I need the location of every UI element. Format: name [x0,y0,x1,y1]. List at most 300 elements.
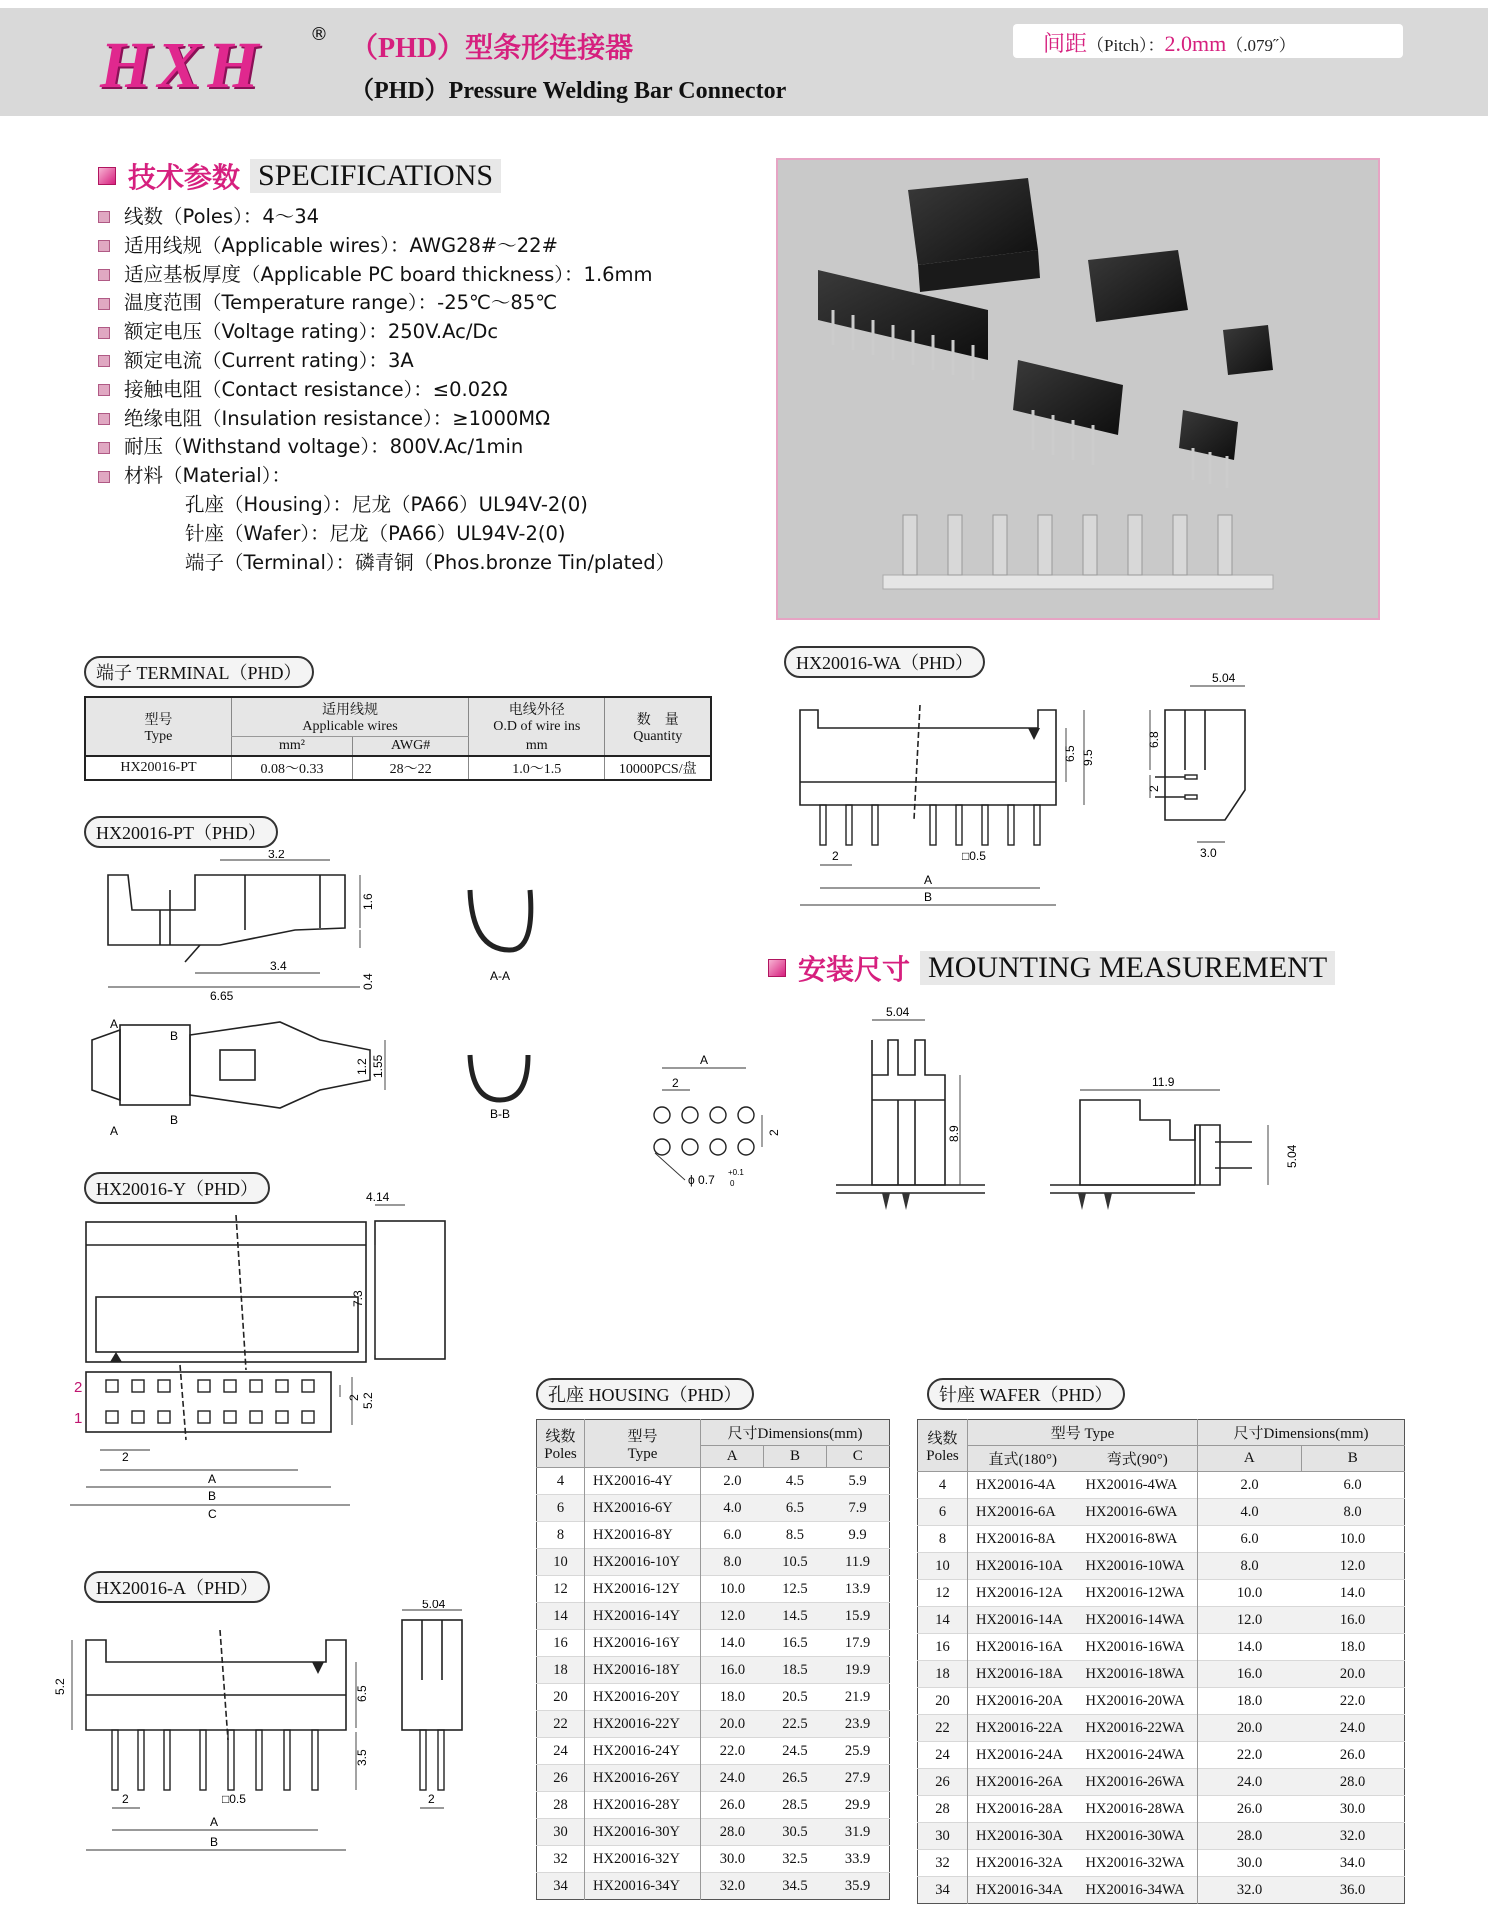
table-cell: HX20016-4A [968,1472,1078,1499]
specs-heading-cn: 技术参数 [128,161,241,194]
table-cell: 14.0 [701,1630,764,1657]
table-cell: 24.0 [1301,1715,1405,1742]
table-cell: 10 [918,1553,968,1580]
mounting-heading [768,948,1335,988]
table-cell: 9.9 [826,1522,889,1549]
mounting-heading-cn: 安装尺寸 [798,953,911,986]
section-label: A [110,1017,119,1031]
table-cell: HX20016-32A [968,1850,1078,1877]
table-cell: 6.0 [1198,1526,1302,1553]
registered-mark: ® [310,24,328,45]
specs-heading [98,156,501,196]
table-cell: 22 [537,1711,585,1738]
table-cell: 22.0 [1301,1688,1405,1715]
table-cell: 7.9 [826,1495,889,1522]
table-cell: 24 [537,1738,585,1765]
table-cell: 13.9 [826,1576,889,1603]
table-row: HX20016-PT 0.08～0.33 28～22 1.0～1.5 10000PCS/盘 [85,756,711,780]
table-cell: 14.5 [764,1603,826,1630]
table-cell: HX20016-28A [968,1796,1078,1823]
table-row [918,1742,1405,1769]
spec-list [98,203,675,577]
dim-label: 5.2 [53,1678,67,1695]
terminal-label: 端子 TERMINAL（PHD） [84,656,314,688]
dim-label: 7.3 [351,1290,365,1307]
dim-label: 2 [428,1792,435,1806]
dim-label: 9.5 [1081,749,1095,766]
table-row [918,1634,1405,1661]
table-cell: 20.5 [764,1684,826,1711]
table-cell: HX20016-32WA [1078,1850,1198,1877]
brand-logo: HXH [100,29,265,102]
wafer-col-dims: 尺寸Dimensions(mm) [1198,1420,1405,1446]
dim-label: 0 [730,1179,735,1188]
table-cell: 2.0 [701,1468,764,1495]
material-item: 孔座（Housing）：尼龙（PA66）UL94V-2(0) [185,492,588,516]
wafer-col-angle: 弯式(90°) [1078,1446,1198,1472]
dim-label: 2 [1147,785,1161,792]
dim-label: B [210,1835,219,1849]
spec-item: 耐压（Withstand voltage）：800V.Ac/1min [98,433,675,462]
bullet-square-icon [98,442,110,454]
table-cell: 22.0 [701,1738,764,1765]
terminal-col-od: 电线外径 O.D of wire ins [469,697,605,737]
table-cell: 2.0 [1198,1472,1302,1499]
table-cell: HX20016-30Y [585,1819,701,1846]
dim-label: 3.4 [270,959,287,973]
bullet-square-icon [98,211,110,223]
dim-label: 3.5 [355,1749,369,1766]
table-cell: HX20016-28WA [1078,1796,1198,1823]
product-photo-art [778,160,1378,618]
dim-label: 2 [767,1129,781,1136]
table-cell: 8.0 [1198,1553,1302,1580]
pitch-value: 2.0mm [1164,31,1227,56]
table-row [537,1846,890,1873]
table-cell: 12.0 [701,1603,764,1630]
table-cell: 26.5 [764,1765,826,1792]
terminal-sub-mm2: mm² [231,737,352,757]
dim-label: B [208,1489,217,1503]
table-cell: HX20016-6Y [585,1495,701,1522]
dim-label: 2 [832,849,839,863]
table-row [537,1684,890,1711]
specs-heading-en: SPECIFICATIONS [250,159,501,193]
table-row [537,1711,890,1738]
table-cell: 6.0 [701,1522,764,1549]
dim-label: □0.5 [962,849,986,863]
dim-label: 8.9 [947,1125,961,1142]
spec-item: 线数（Poles）：4～34 [98,203,675,232]
dim-label: 5.04 [1285,1144,1299,1168]
table-cell: 25.9 [826,1738,889,1765]
table-row [918,1796,1405,1823]
dim-label: C [208,1507,217,1521]
spec-item: 接触电阻（Contact resistance）：≤0.02Ω [98,376,675,405]
table-cell: 12.0 [1198,1607,1302,1634]
table-cell: 28 [537,1792,585,1819]
pitch-cn: 间距 [1043,32,1088,57]
bullet-square-icon [98,327,110,339]
terminal-sub-awg: AWG# [353,737,469,757]
table-row [918,1472,1405,1499]
table-cell: 32.5 [764,1846,826,1873]
table-row [918,1715,1405,1742]
dim-label: 6.5 [355,1685,369,1702]
table-row [537,1819,890,1846]
table-cell: 16.5 [764,1630,826,1657]
bullet-square-icon [98,298,110,310]
dim-label: □0.5 [222,1792,246,1806]
table-cell: HX20016-20A [968,1688,1078,1715]
table-row [537,1468,890,1495]
dim-label: 11.9 [1152,1075,1175,1089]
table-cell: 22.0 [1198,1742,1302,1769]
table-cell: 26.0 [1301,1742,1405,1769]
table-cell: 35.9 [826,1873,889,1900]
table-cell: HX20016-10A [968,1553,1078,1580]
table-cell: 20.0 [1198,1715,1302,1742]
dim-label: 6.65 [210,989,234,1003]
table-cell: 18.0 [1198,1688,1302,1715]
table-cell: 8.0 [1301,1499,1405,1526]
table-cell: 30 [537,1819,585,1846]
table-cell: 26 [918,1769,968,1796]
housing-col-poles: 线数 Poles [537,1420,585,1468]
table-cell: 32.0 [1301,1823,1405,1850]
table-cell: 20 [537,1684,585,1711]
housing-col-dims: 尺寸Dimensions(mm) [701,1420,890,1446]
table-cell: 18.0 [701,1684,764,1711]
bullet-square-icon [98,413,110,425]
table-cell: 29.9 [826,1792,889,1819]
table-cell: HX20016-16Y [585,1630,701,1657]
y-label: HX20016-Y（PHD） [84,1172,270,1204]
section-label: A [110,1124,119,1138]
table-cell: HX20016-6A [968,1499,1078,1526]
dim-label: 0.4 [361,973,375,990]
table-cell: 28.0 [701,1819,764,1846]
dim-label: A [208,1472,217,1486]
table-cell: HX20016-26A [968,1769,1078,1796]
pitch-box [1013,24,1403,58]
table-cell: HX20016-18Y [585,1657,701,1684]
table-cell: HX20016-18WA [1078,1661,1198,1688]
dim-label: 4.14 [366,1190,390,1204]
table-cell: 12 [918,1580,968,1607]
table-cell: HX20016-10WA [1078,1553,1198,1580]
table-cell: HX20016-22WA [1078,1715,1198,1742]
table-cell: 12.0 [1301,1553,1405,1580]
table-cell: 14 [537,1603,585,1630]
dim-label: 5.2 [361,1392,375,1409]
table-cell: HX20016-24A [968,1742,1078,1769]
table-cell: 12.5 [764,1576,826,1603]
spec-item: 适用线规（Applicable wires）：AWG28#～22# [98,232,675,261]
dim-label: +0.1 [728,1168,744,1177]
spec-item: 温度范围（Temperature range）：-25℃～85℃ [98,289,675,318]
spec-item: 材料（Material）： [98,462,675,491]
terminal-col-wires: 适用线规 Applicable wires [231,697,468,737]
terminal-table [84,696,712,781]
section-label: B [170,1113,179,1127]
table-cell: 26 [537,1765,585,1792]
table-row [537,1630,890,1657]
table-cell: 23.9 [826,1711,889,1738]
table-cell: 18 [537,1657,585,1684]
material-item: 端子（Terminal）：磷青铜（Phos.bronze Tin/plated） [185,550,676,574]
wafer-col-a: A [1198,1446,1302,1472]
table-cell: 27.9 [826,1765,889,1792]
dim-label: 3.0 [1200,846,1217,860]
table-cell: 6 [918,1499,968,1526]
bullet-square-icon [98,471,110,483]
table-row [537,1738,890,1765]
table-cell: 11.9 [826,1549,889,1576]
bullet-square-icon [98,240,110,252]
dim-label: 5.04 [886,1005,910,1019]
table-cell: 4.5 [764,1468,826,1495]
wafer-col-straight: 直式(180°) [968,1446,1078,1472]
table-cell: 8.0 [701,1549,764,1576]
table-cell: 20.0 [701,1711,764,1738]
material-item: 针座（Wafer）：尼龙（PA66）UL94V-2(0) [185,521,566,545]
table-cell: 24.0 [701,1765,764,1792]
table-cell: 31.9 [826,1819,889,1846]
dim-label: 1.6 [361,893,375,910]
row-label: 1 [74,1410,83,1427]
table-cell: 16 [918,1634,968,1661]
table-cell: 10 [537,1549,585,1576]
table-cell: HX20016-6WA [1078,1499,1198,1526]
table-row [918,1526,1405,1553]
table-cell: 22.5 [764,1711,826,1738]
table-cell: 4.0 [701,1495,764,1522]
table-row [918,1688,1405,1715]
table-row [537,1495,890,1522]
table-cell: 26.0 [701,1792,764,1819]
table-cell: 30 [918,1823,968,1850]
table-cell: 10.5 [764,1549,826,1576]
table-cell: 28 [918,1796,968,1823]
table-cell: 17.9 [826,1630,889,1657]
mounting-drawing [640,1000,1400,1240]
table-cell: HX20016-20WA [1078,1688,1198,1715]
table-cell: HX20016-22Y [585,1711,701,1738]
table-cell: 20 [918,1688,968,1715]
table-cell: 6.5 [764,1495,826,1522]
dim-label: 5.04 [1212,671,1236,685]
housing-col-a: A [701,1446,764,1468]
table-cell: 14 [918,1607,968,1634]
table-cell: 18.5 [764,1657,826,1684]
dim-label: 6.5 [1063,745,1077,762]
table-row [537,1873,890,1900]
dim-label: 1.55 [371,1054,385,1078]
terminal-col-qty: 数 量 Quantity [605,697,711,756]
terminal-sub-od-mm: mm [469,737,605,757]
terminal-col-type: 型号 Type [144,712,173,744]
title-english: （PHD）Pressure Welding Bar Connector [350,78,787,104]
table-cell: 12 [537,1576,585,1603]
table-cell: 16 [537,1630,585,1657]
table-cell: 16.0 [1198,1661,1302,1688]
table-cell: HX20016-8Y [585,1522,701,1549]
table-cell: HX20016-28Y [585,1792,701,1819]
table-row [918,1661,1405,1688]
table-cell: 32 [537,1846,585,1873]
housing-rows [537,1468,890,1900]
housing-col-c: C [826,1446,889,1468]
housing-col-type: 型号 Type [585,1420,701,1468]
pitch-inch: （.079˝） [1226,36,1296,55]
table-cell: 19.9 [826,1657,889,1684]
table-cell: 33.9 [826,1846,889,1873]
y-drawing [60,1185,460,1525]
dim-label: 5.04 [422,1600,446,1611]
table-cell: 10.0 [1198,1580,1302,1607]
spec-item: 额定电压（Voltage rating）：250V.Ac/Dc [98,318,675,347]
table-row [918,1823,1405,1850]
housing-label: 孔座 HOUSING（PHD） [536,1378,754,1410]
dim-label: 2 [347,1394,361,1401]
table-cell: 34 [537,1873,585,1900]
table-row [918,1553,1405,1580]
table-cell: 4.0 [1198,1499,1302,1526]
table-cell: HX20016-34A [968,1877,1078,1904]
dim-label: 6.8 [1147,731,1161,748]
table-cell: 14.0 [1301,1580,1405,1607]
mounting-heading-en: MOUNTING MEASUREMENT [920,951,1335,985]
table-cell: 10.0 [701,1576,764,1603]
table-cell: HX20016-18A [968,1661,1078,1688]
table-row [918,1499,1405,1526]
bullet-square-icon [98,384,110,396]
table-cell: HX20016-26Y [585,1765,701,1792]
spec-item: 额定电流（Current rating）：3A [98,347,675,376]
table-cell: 32.0 [1198,1877,1302,1904]
table-cell: 6 [537,1495,585,1522]
table-cell: 30.5 [764,1819,826,1846]
bullet-square-icon [98,269,110,281]
table-cell: HX20016-10Y [585,1549,701,1576]
table-row [537,1576,890,1603]
wa-label: HX20016-WA（PHD） [784,646,985,678]
pt-drawing [90,850,550,1150]
table-cell: HX20016-26WA [1078,1769,1198,1796]
table-cell: 8.5 [764,1522,826,1549]
table-row [537,1657,890,1684]
dim-label: 2 [672,1076,679,1090]
housing-col-b: B [764,1446,826,1468]
wafer-col-b: B [1301,1446,1405,1472]
table-row [537,1522,890,1549]
dim-label: 1.2 [355,1058,369,1075]
dim-label: A [210,1815,219,1829]
dim-label: A [924,873,933,887]
table-cell: 21.9 [826,1684,889,1711]
heading-square-icon [98,167,116,185]
table-cell: 32 [918,1850,968,1877]
table-cell: 18.0 [1301,1634,1405,1661]
wafer-col-type: 型号 Type [968,1420,1198,1446]
table-cell: 34 [918,1877,968,1904]
table-cell: HX20016-8WA [1078,1526,1198,1553]
table-cell: 16.0 [701,1657,764,1684]
table-row [537,1792,890,1819]
table-cell: 24 [918,1742,968,1769]
table-cell: 4 [537,1468,585,1495]
a-label: HX20016-A（PHD） [84,1571,270,1603]
table-cell: HX20016-12WA [1078,1580,1198,1607]
table-cell: HX20016-14WA [1078,1607,1198,1634]
table-cell: HX20016-4WA [1078,1472,1198,1499]
table-row [918,1769,1405,1796]
table-row [918,1877,1405,1904]
table-cell: 32.0 [701,1873,764,1900]
table-cell: 18 [918,1661,968,1688]
bullet-square-icon [98,355,110,367]
dim-label: ϕ 0.7 [688,1173,715,1187]
table-cell: 30.0 [1198,1850,1302,1877]
spec-item: 适应基板厚度（Applicable PC board thickness）：1.6mm [98,261,675,290]
table-cell: 22 [918,1715,968,1742]
table-cell: HX20016-14Y [585,1603,701,1630]
table-cell: 26.0 [1198,1796,1302,1823]
table-cell: 8 [918,1526,968,1553]
table-cell: 28.5 [764,1792,826,1819]
row-label: 2 [74,1379,83,1396]
wafer-col-poles: 线数 Poles [918,1420,968,1472]
table-row [537,1603,890,1630]
table-cell: HX20016-4Y [585,1468,701,1495]
dim-label: 3.2 [268,850,285,861]
table-cell: HX20016-16WA [1078,1634,1198,1661]
wafer-rows [918,1472,1405,1904]
table-row [918,1850,1405,1877]
pt-label: HX20016-PT（PHD） [84,816,278,848]
section-label: B [170,1029,179,1043]
title-chinese: （PHD）型条形连接器 [350,33,634,64]
wa-drawing [790,670,1330,915]
table-cell: HX20016-34Y [585,1873,701,1900]
pitch-label: （Pitch）： [1087,36,1165,55]
table-cell: 20.0 [1301,1661,1405,1688]
table-cell: HX20016-22A [968,1715,1078,1742]
table-cell: HX20016-34WA [1078,1877,1198,1904]
table-row [918,1607,1405,1634]
table-cell: 24.0 [1198,1769,1302,1796]
table-cell: 30.0 [1301,1796,1405,1823]
spec-item: 绝缘电阻（Insulation resistance）：≥1000MΩ [98,405,675,434]
dim-label: B [924,890,933,904]
table-cell: 30.0 [701,1846,764,1873]
table-cell: 8 [537,1522,585,1549]
table-cell: 14.0 [1198,1634,1302,1661]
table-cell: HX20016-14A [968,1607,1078,1634]
table-cell: HX20016-24Y [585,1738,701,1765]
table-cell: 15.9 [826,1603,889,1630]
table-cell: HX20016-30A [968,1823,1078,1850]
table-cell: 6.0 [1301,1472,1405,1499]
heading-square-icon [768,959,786,977]
section-label: B-B [490,1107,511,1121]
table-row [537,1549,890,1576]
table-cell: 34.0 [1301,1850,1405,1877]
section-label: A-A [490,969,511,983]
table-cell: 10.0 [1301,1526,1405,1553]
table-cell: HX20016-32Y [585,1846,701,1873]
